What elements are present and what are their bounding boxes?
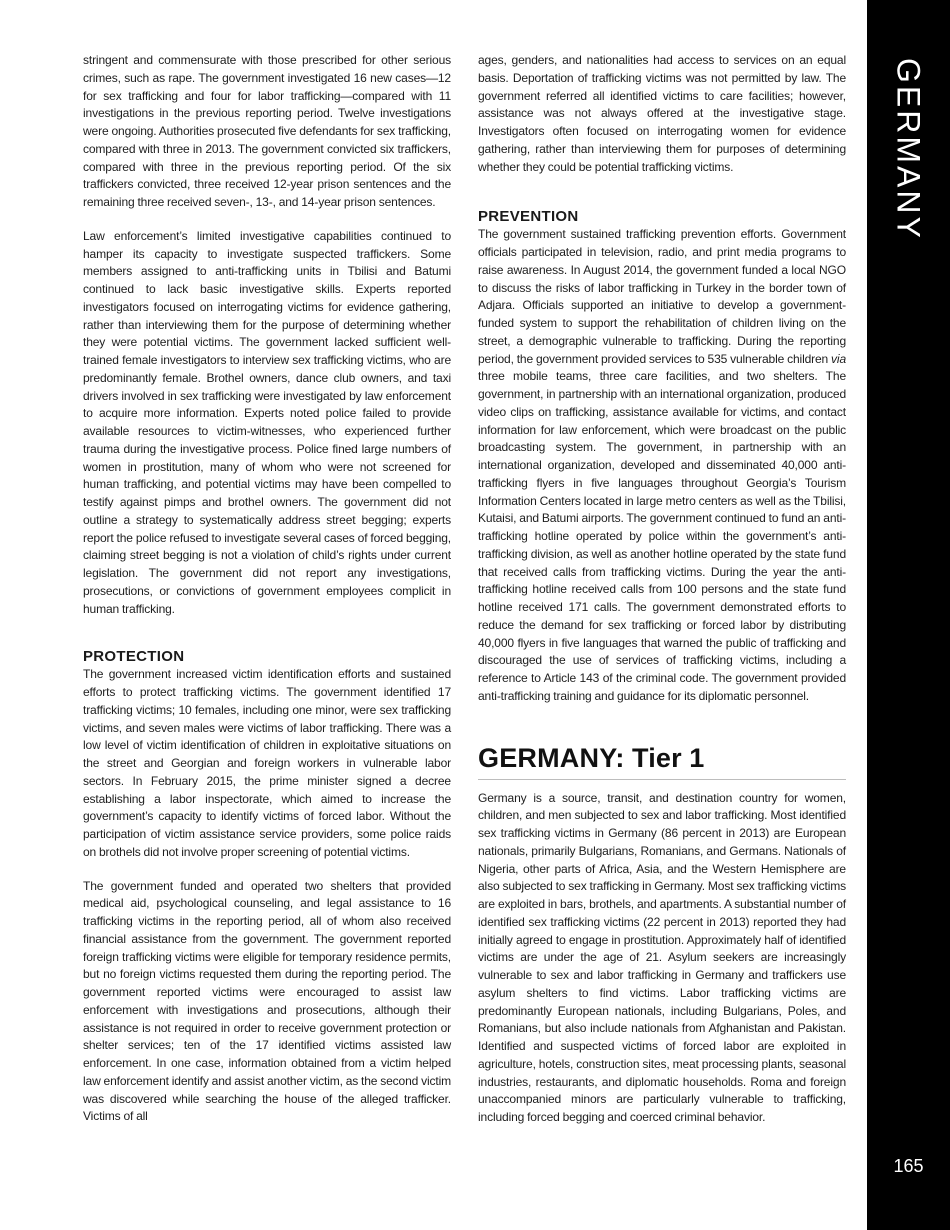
section-heading-protection: PROTECTION <box>83 648 185 666</box>
paragraph-protection-2: The government funded and operated two shelters that provided medical aid, psychological counseling, and legal assistance to 16 trafficking victims in the reporting period, all of whom also received financial assistance from the government. The government reported foreign trafficking victims were eligible for temporary residence permits, but no foreign victims requested them during the reporting period. The government reported victims were encouraged to assist law enforcement with investigations and prosecutions, although their assistance is not required in order to receive government protection or shelter services; ten of the 17 identified victims assisted law enforcement. In one case, information obtained from a victim helped law enforcement identify and assist another victim, as the second victim was discovered while searching the house of the alleged trafficker. Victims of all <box>83 878 451 1124</box>
left-column <box>83 52 451 1126</box>
side-tab-country-label: GERMANY <box>890 58 927 241</box>
page-number: 165 <box>893 1156 924 1176</box>
prevention-text-start: The government sustained trafficking prevention efforts. Government officials participated in television, radio, and print media programs to raise awareness. In August 2014, the government funded a local NGO to discuss the risks of labor trafficking in Turkey in the border town of Adjara. Officials supported an initiative to develop a government-funded system to support the rehabilitation of children living on the street, a demographic vulnerable to trafficking. During the reporting period, the government provided services to 535 vulnerable children <box>478 227 846 366</box>
country-title: GERMANY: Tier 1 <box>478 742 846 780</box>
prevention-text-end: three mobile teams, three care facilities, and two shelters. The government, in partnership with an international organization, produced video clips on trafficking, assistance available for victims, and contact information for law enforcement, which were broadcast on the public broadcasting system. The government, in partnership with an international organization, developed and disseminated 40,000 anti-trafficking flyers in five languages throughout Georgia’s Tourism Information Centers located in large metro centers as well as the Tbilisi, Kutaisi, and Batumi airports. The government continued to fund an anti-trafficking hotline operated by police within the government’s anti-trafficking division, as well as another hotline operated by the state fund that received calls from trafficking victims. During the year the anti-trafficking hotline received calls from 100 persons and the state fund hotline received 171 calls. The government demonstrated efforts to reduce the demand for sex trafficking or forced labor by distributing 40,000 flyers in five languages that warned the public of trafficking and discouraged the use of services of trafficking victims, including a reference to Article 143 of the criminal code. The government provided anti-trafficking training and guidance for its diplomatic personnel. <box>478 369 846 703</box>
paragraph-protection-1: The government increased victim identification efforts and sustained efforts to protect trafficking victims. The government identified 17 trafficking victims; 10 females, including one minor, were sex trafficking victims, and seven males were victims of labor trafficking. There was a low level of victim identification of children in exploitative situations on the street and Georgian and foreign workers in vulnerable labor sectors. In February 2015, the prime minister signed a decree establishing a labor inspectorate, which aimed to increase the government’s capacity to identify victims of forced labor. Without the participation of victim assistance service providers, some police raids on brothels did not involve proper screening of potential victims. <box>83 667 451 859</box>
right-column <box>478 52 846 1127</box>
paragraph-germany-intro: Germany is a source, transit, and destination country for women, children, and men subjected to sex and labor trafficking. Most identified sex trafficking victims in Germany (86 percent in 2013) are European nationals, primarily Bulgarians, Romanians, and Germans. Nationals of Nigeria, other parts of Africa, Asia, and the Western Hemisphere are also subjected to sex trafficking in Germany. Most sex trafficking victims are exploited in bars, brothels, and apartments. A substantial number of identified sex trafficking victims (22 percent in 2013) reported they had initially agreed to engage in prostitution. Approximately half of identified victims are under the age of 21. Asylum seekers are increasingly vulnerable to sex and labor trafficking in Germany and traffickers use asylum shelters to find victims. Labor trafficking victims are predominantly European nationals, including Bulgarians, Poles, and Romanians, but also include nationals from Afghanistan and Pakistan. Identified and suspected victims of forced labor are exploited in agriculture, hotels, construction sites, meat processing plants, seasonal industries, restaurants, and diplomatic households. Roma and foreign unaccompanied minors are particularly vulnerable to trafficking, including forced begging and coerced criminal behavior. <box>478 790 846 1124</box>
paragraph-protection-continued: ages, genders, and nationalities had access to services on an equal basis. Deportation of trafficking victims was not permitted by law. The government referred all identified victims to care facilities; however, assistance was not always offered at the investigative stage. Investigators often focused on interrogating women for evidence gathering, rather than interviewing them for purposes of determining whether they could be potential trafficking victims. <box>478 53 846 174</box>
paragraph-law-enforcement: Law enforcement’s limited investigative capabilities continued to hamper its capacity to investigate suspected traffickers. Some members assigned to anti-trafficking units in Tbilisi and Batumi continued to lack basic investigative skills. Experts reported investigators focused on interrogating victims for evidence gathering, rather than interviewing them for the purpose of determining whether they were potential victims. The government lacked sufficient well-trained female investigators to interview sex trafficking victims, who are predominantly female. Brothel owners, dance club owners, and taxi drivers involved in sex trafficking were investigated by law enforcement to acquire more information. Experts noted police failed to provide available resources to victim-witnesses, who experienced further trauma during the investigative process. Police fined large numbers of women in prostitution, many of whom who were not screened for human trafficking, and potential victims may have been compelled to testify against pimps and brothel owners. The government did not outline a strategy to systematically address street begging; experts report the police refused to investigate several cases of forced begging, claiming street begging is not a violation of child’s rights under current legislation. The government did not report any investigations, prosecutions, or convictions of government employees complicit in human trafficking. <box>83 228 451 616</box>
side-tab <box>867 0 950 1230</box>
section-heading-prevention: PREVENTION <box>478 208 579 226</box>
paragraph-prosecution-continued: stringent and commensurate with those prescribed for other serious crimes, such as rape. The government investigated 16 new cases—12 for sex trafficking and four for labor trafficking—compared with 11 investigations in the previous reporting period. Twelve investigations were ongoing. Authorities prosecuted five defendants for sex trafficking, compared with three in 2013. The government convicted six traffickers, compared with three in the previous reporting period. Of the six traffickers convicted, three received 12-year prison sentences and the remaining three received seven-, 13-, and 14-year prison sentences. <box>83 53 451 209</box>
paragraph-prevention <box>478 226 846 705</box>
prevention-text-italic: via <box>831 351 846 366</box>
